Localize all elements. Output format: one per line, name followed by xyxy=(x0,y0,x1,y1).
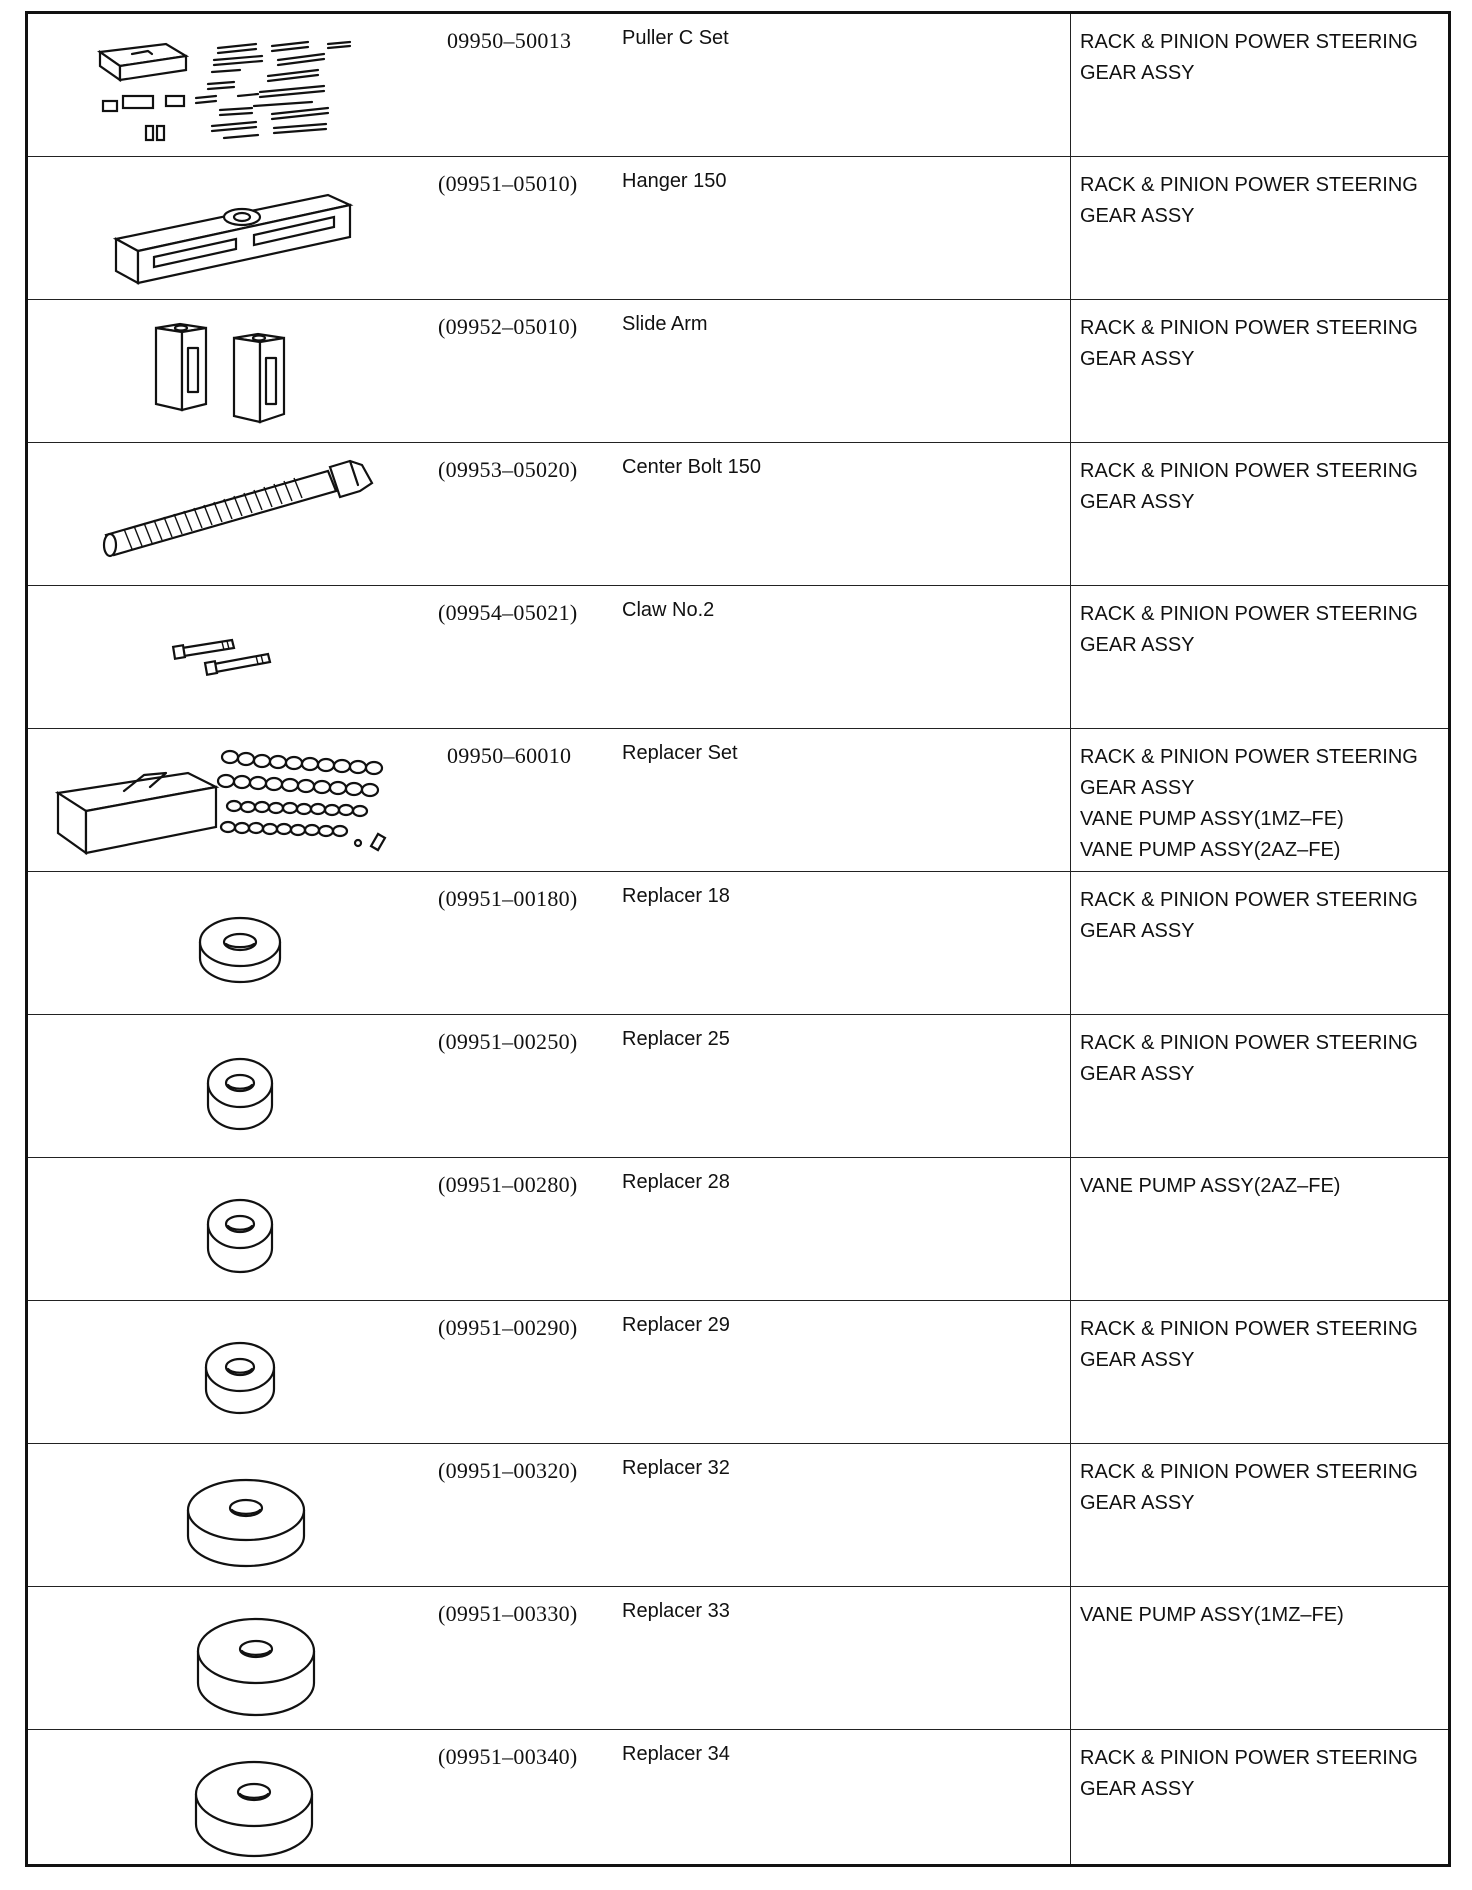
part-number: (09954–05021) xyxy=(438,600,578,625)
part-number: (09951–00180) xyxy=(438,886,578,911)
table-row xyxy=(28,872,1448,1015)
tool-name: Center Bolt 150 xyxy=(622,456,761,478)
applicable-assy xyxy=(1080,313,1450,375)
assy-line: RACK & PINION POWER STEERING xyxy=(1080,1461,1418,1483)
assy-line: VANE PUMP ASSY(2AZ–FE) xyxy=(1080,839,1341,861)
assy-line: GEAR ASSY xyxy=(1080,1349,1195,1371)
center-bolt-150-illustration xyxy=(28,443,448,586)
tool-name: Replacer 33 xyxy=(622,1600,730,1622)
applicable-assy xyxy=(1080,456,1450,518)
table-row xyxy=(28,729,1448,872)
applicable-assy xyxy=(1080,1314,1450,1376)
table-row xyxy=(28,1015,1448,1158)
replacer-28-illustration xyxy=(28,1158,448,1301)
replacer-33-illustration xyxy=(28,1587,448,1730)
replacer-25-illustration xyxy=(28,1015,448,1158)
table-row xyxy=(28,1730,1448,1864)
sst-table xyxy=(25,11,1451,1867)
part-number: (09951–05010) xyxy=(438,171,578,196)
assy-line: GEAR ASSY xyxy=(1080,634,1195,656)
part-number: (09953–05020) xyxy=(438,457,578,482)
tool-name: Replacer 32 xyxy=(622,1457,730,1479)
part-number: (09951–00320) xyxy=(438,1458,578,1483)
applicable-assy xyxy=(1080,1600,1450,1631)
tool-name: Hanger 150 xyxy=(622,170,727,192)
table-row xyxy=(28,1158,1448,1301)
assy-line: RACK & PINION POWER STEERING xyxy=(1080,889,1418,911)
tool-name: Replacer 28 xyxy=(622,1171,730,1193)
replacer-18-illustration xyxy=(28,872,448,1015)
assy-line: RACK & PINION POWER STEERING xyxy=(1080,174,1418,196)
assy-line: RACK & PINION POWER STEERING xyxy=(1080,1032,1418,1054)
applicable-assy xyxy=(1080,1743,1450,1805)
tool-name: Puller C Set xyxy=(622,27,729,49)
part-number: (09952–05010) xyxy=(438,314,578,339)
assy-line: GEAR ASSY xyxy=(1080,1492,1195,1514)
part-number: (09951–00250) xyxy=(438,1029,578,1054)
assy-line: GEAR ASSY xyxy=(1080,1063,1195,1085)
assy-line: GEAR ASSY xyxy=(1080,777,1195,799)
assy-line: GEAR ASSY xyxy=(1080,1778,1195,1800)
table-row xyxy=(28,1444,1448,1587)
assy-line: GEAR ASSY xyxy=(1080,348,1195,370)
table-row xyxy=(28,300,1448,443)
assy-line: VANE PUMP ASSY(1MZ–FE) xyxy=(1080,1604,1344,1626)
applicable-assy xyxy=(1080,1028,1450,1090)
table-row xyxy=(28,1301,1448,1444)
tool-name: Replacer 34 xyxy=(622,1743,730,1765)
assy-line: GEAR ASSY xyxy=(1080,205,1195,227)
hanger-150-illustration xyxy=(28,157,448,300)
tool-name: Replacer 25 xyxy=(622,1028,730,1050)
assy-line: GEAR ASSY xyxy=(1080,62,1195,84)
part-number: (09951–00330) xyxy=(438,1601,578,1626)
part-number: (09951–00290) xyxy=(438,1315,578,1340)
applicable-assy xyxy=(1080,1171,1450,1202)
tool-name: Slide Arm xyxy=(622,313,708,335)
assy-line: RACK & PINION POWER STEERING xyxy=(1080,603,1418,625)
table-row xyxy=(28,1587,1448,1730)
assy-line: RACK & PINION POWER STEERING xyxy=(1080,31,1418,53)
assy-line: RACK & PINION POWER STEERING xyxy=(1080,1747,1418,1769)
applicable-assy xyxy=(1080,742,1450,866)
applicable-assy xyxy=(1080,599,1450,661)
applicable-assy xyxy=(1080,27,1450,89)
assy-line: VANE PUMP ASSY(2AZ–FE) xyxy=(1080,1175,1341,1197)
replacer-29-illustration xyxy=(28,1301,448,1444)
assy-line: RACK & PINION POWER STEERING xyxy=(1080,460,1418,482)
puller-c-set-illustration xyxy=(28,14,448,157)
replacer-34-illustration xyxy=(28,1730,448,1873)
tool-name: Claw No.2 xyxy=(622,599,715,621)
claw-no2-illustration xyxy=(28,586,448,729)
replacer-set-illustration xyxy=(28,729,448,872)
part-number: (09951–00280) xyxy=(438,1172,578,1197)
tool-name: Replacer 29 xyxy=(622,1314,730,1336)
assy-line: GEAR ASSY xyxy=(1080,491,1195,513)
table-row xyxy=(28,443,1448,586)
table-row xyxy=(28,14,1448,157)
slide-arm-illustration xyxy=(28,300,448,443)
assy-line: RACK & PINION POWER STEERING xyxy=(1080,317,1418,339)
assy-line: RACK & PINION POWER STEERING xyxy=(1080,746,1418,768)
part-number: 09950–60010 xyxy=(447,743,572,768)
applicable-assy xyxy=(1080,1457,1450,1519)
applicable-assy xyxy=(1080,170,1450,232)
table-row xyxy=(28,586,1448,729)
table-row xyxy=(28,157,1448,300)
replacer-32-illustration xyxy=(28,1444,448,1587)
assy-line: VANE PUMP ASSY(1MZ–FE) xyxy=(1080,808,1344,830)
tool-name: Replacer Set xyxy=(622,742,738,764)
assy-line: GEAR ASSY xyxy=(1080,920,1195,942)
assy-line: RACK & PINION POWER STEERING xyxy=(1080,1318,1418,1340)
part-number: (09951–00340) xyxy=(438,1744,578,1769)
part-number: 09950–50013 xyxy=(447,28,572,53)
tool-name: Replacer 18 xyxy=(622,885,730,907)
applicable-assy xyxy=(1080,885,1450,947)
